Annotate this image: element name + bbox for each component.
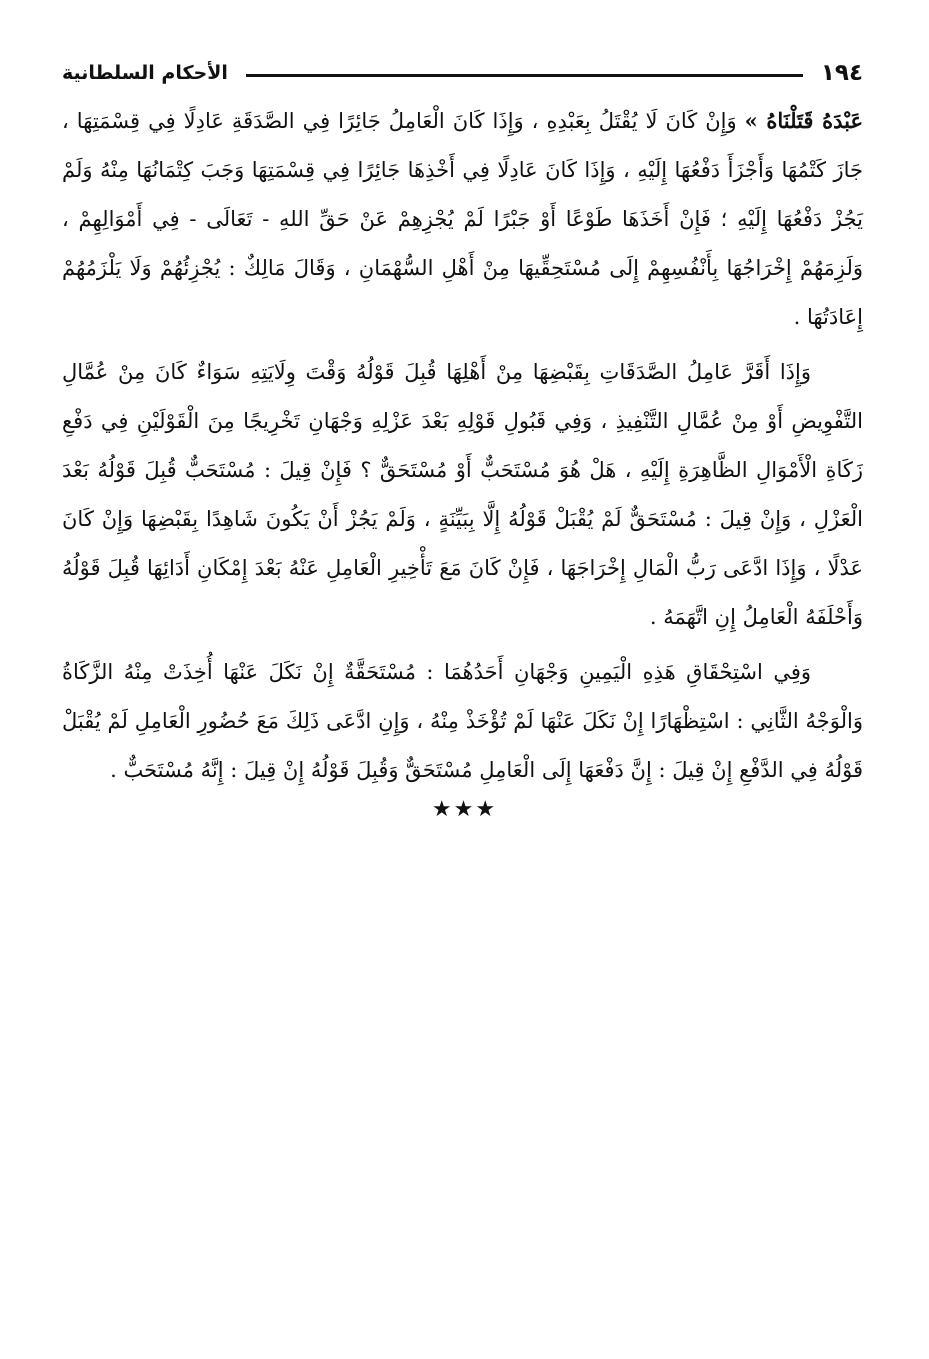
paragraph-text: وَإِذَا أَقَرَّ عَامِلُ الصَّدَقَاتِ بِقَبْضِهَا مِنْ أَهْلِهَا قُبِلَ قَوْلُهُ وَقْتَ وِلَايَتِهِ سَوَاءٌ كَانَ مِنْ عُمَّالِ التَّفْوِيضِ أَوْ مِنْ عُمَّالِ التَّنْفِيذِ ، وَفِي قَبُولِ قَوْلِهِ بَعْدَ عَزْلِهِ وَجْهَانِ تَخْرِيجًا مِنَ الْقَوْلَيْنِ فِي دَفْعِ زَكَاةِ الْأَمْوَالِ الظَّاهِرَةِ إِلَيْهِ ، هَلْ هُوَ مُسْتَحَبٌّ أَوْ مُسْتَحَقٌّ ؟ فَإِنْ قِيلَ : مُسْتَحَبٌّ قُبِلَ قَوْلُهُ بَعْدَ الْعَزْلِ ، وَإِنْ قِيلَ : مُسْتَحَقٌّ لَمْ يُقْبَلْ قَوْلُهُ إِلَّا بِبَيِّنَةٍ ، وَلَمْ يَجُزْ أَنْ يَكُونَ شَاهِدًا بِقَبْضِهَا وَإِنْ كَانَ عَدْلًا ، وَإِذَا ادَّعَى رَبُّ الْمَالِ إِخْرَاجَهَا ، فَإِنْ كَانَ مَعَ تَأْخِيرِ الْعَامِلِ عَنْهُ بَعْدَ إِمْكَانِ أَدَائِهَا قُبِلَ قَوْلُهُ وَأَحْلَفَهُ الْعَامِلُ إِنِ اتَّهَمَهُ . (62, 360, 863, 629)
page-header (62, 58, 863, 88)
paragraph-text: وَإِنْ كَانَ لَا يُقْتَلُ بِعَبْدِهِ ، وَإِذَا كَانَ الْعَامِلُ جَائِرًا فِي الصَّدَقَةِ عَادِلًا فِي قِسْمَتِهَا ، جَازَ كَتْمُهَا وَأَجْزَأَ دَفْعُهَا إِلَيْهِ ، وَإِذَا كَانَ عَادِلًا فِي أَخْذِهَا جَائِرًا فِي قِسْمَتِهَا وَجَبَ كِتْمَانُهَا مِنْهُ وَلَمْ يَجُزْ دَفْعُهَا إِلَيْهِ ؛ فَإِنْ أَخَذَهَا طَوْعًا أَوْ جَبْرًا لَمْ يُجْزِهِمْ عَنْ حَقِّ اللهِ - تَعَالَى - فِي أَمْوَالِهِمْ ، وَلَزِمَهُمْ إِخْرَاجُهَا بِأَنْفُسِهِمْ إِلَى مُسْتَحِقِّيهَا مِنْ أَهْلِ السُّهْمَانِ ، وَقَالَ مَالِكٌ : يُجْزِئُهُمْ وَلَا يَلْزَمُهُمْ إِعَادَتُهَا . (62, 109, 863, 329)
section-divider: ★★★ (431, 797, 498, 822)
body-text (62, 96, 863, 795)
header-rule (246, 74, 803, 77)
paragraph-2 (62, 348, 863, 642)
running-title: الأحكام السلطانية (62, 62, 228, 84)
paragraph-text: وَفِي اسْتِحْقَاقِ هَذِهِ الْيَمِينِ وَجْهَانِ أَحَدُهُمَا : مُسْتَحَقَّةٌ إِنْ نَكَلَ عَنْهَا أُخِذَتْ مِنْهُ الزَّكَاةُ وَالْوَجْهُ الثَّانِي : اسْتِظْهَارًا إِنْ نَكَلَ عَنْهَا لَمْ تُؤْخَذْ مِنْهُ ، وَإِنِ ادَّعَى ذَلِكَ مَعَ حُضُورِ الْعَامِلِ لَمْ يُقْبَلْ قَوْلُهُ فِي الدَّفْعِ إِنْ قِيلَ : إِنَّ دَفْعَهَا إِلَى الْعَامِلِ مُسْتَحَقٌّ وَقُبِلَ قَوْلُهُ إِنْ قِيلَ : إِنَّهُ مُسْتَحَبٌّ . (62, 660, 863, 782)
paragraph-1 (62, 96, 863, 342)
paragraph-3 (62, 648, 863, 795)
paragraph-lead: عَبْدَهُ قَتَلْنَاهُ » (744, 108, 863, 133)
page-number: ١٩٤ (820, 60, 863, 86)
